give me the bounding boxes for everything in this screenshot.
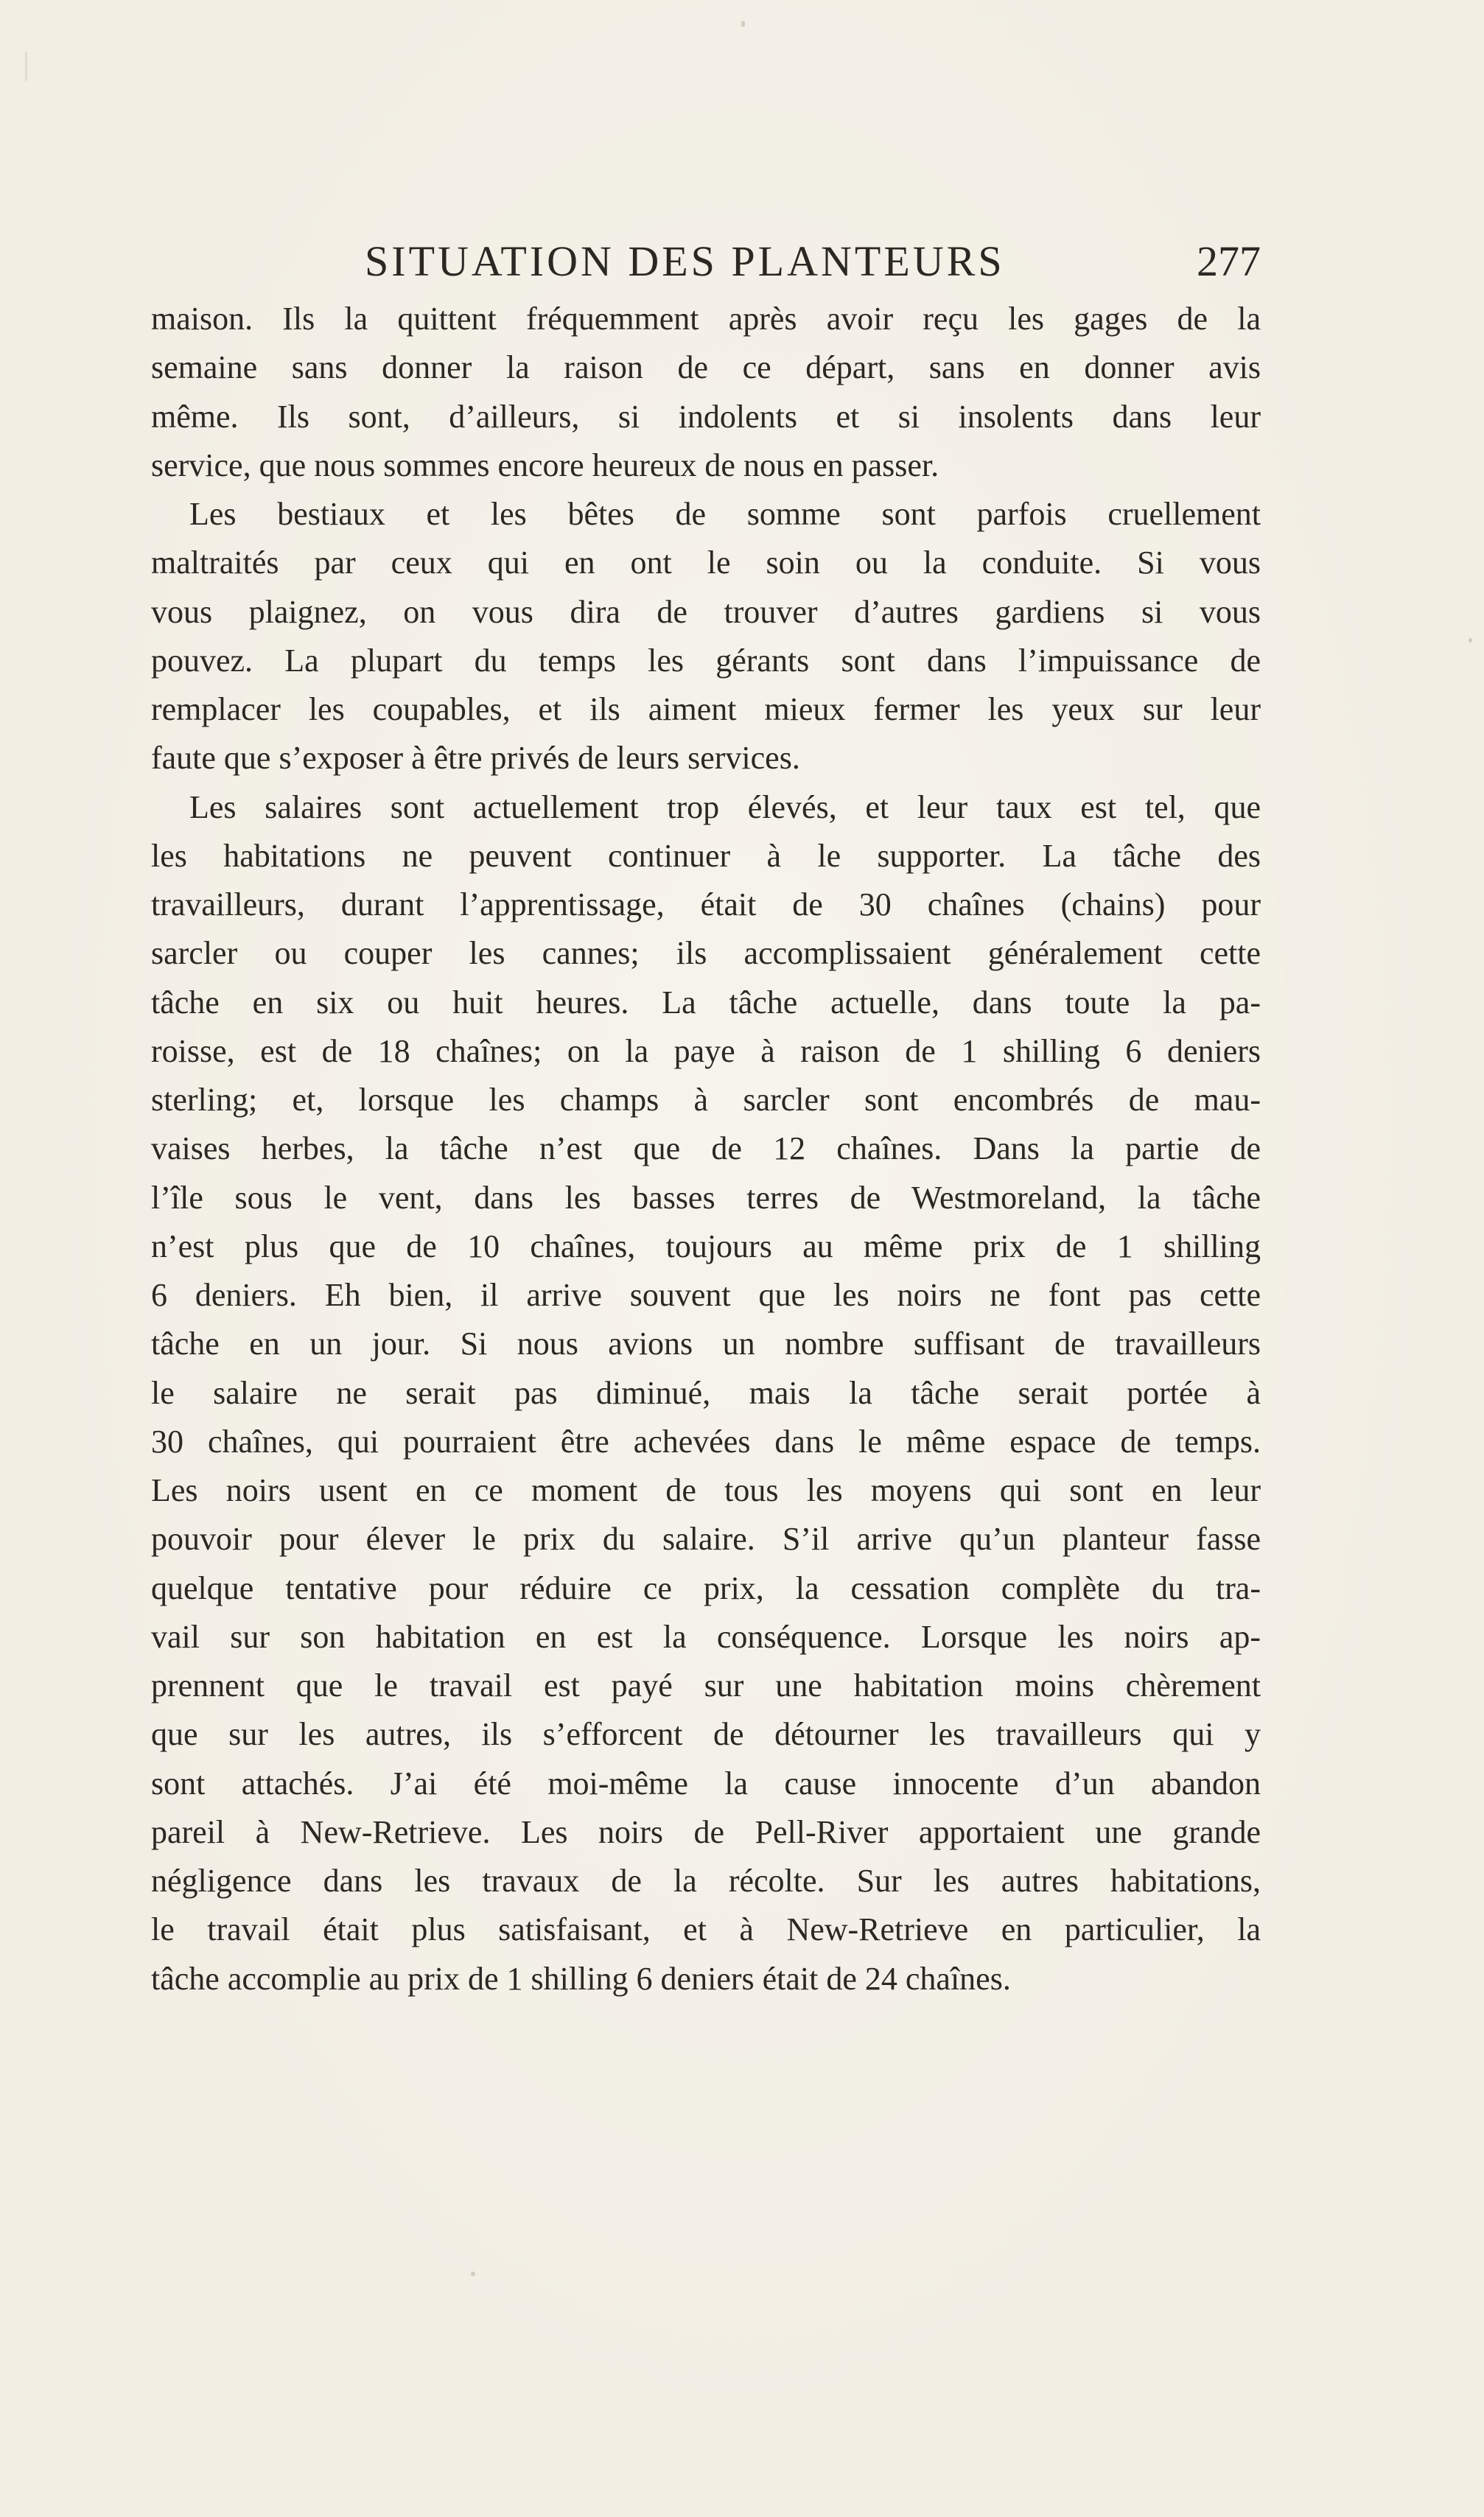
page-header: [151, 228, 1261, 295]
text-line: que sur les autres, ils s’efforcent de détourner les travailleurs qui y: [151, 1716, 1261, 1753]
text-line: roisse, est de 18 chaînes; on la paye à raison de 1 shilling 6 deniers: [151, 1032, 1261, 1069]
text-line: tâche en six ou huit heures. La tâche actuelle, dans toute la pa-: [151, 984, 1261, 1021]
text-line: même. Ils sont, d’ailleurs, si indolents et si insolents dans leur: [151, 398, 1261, 435]
text-line: 30 chaînes, qui pourraient être achevées dans le même espace de temps.: [151, 1423, 1261, 1460]
text-line: Les noirs usent en ce moment de tous les moyens qui sont en leur: [151, 1472, 1261, 1508]
text-line: maison. Ils la quittent fréquemment après avoir reçu les gages de la: [151, 301, 1261, 337]
text-line: pouvez. La plupart du temps les gérants sont dans l’impuissance de: [151, 642, 1261, 679]
text-line: l’île sous le vent, dans les basses terres de Westmoreland, la tâche: [151, 1179, 1261, 1216]
text-line: vail sur son habitation en est la conséquence. Lorsque les noirs ap-: [151, 1618, 1261, 1655]
text-line: Les bestiaux et les bêtes de somme sont parfois cruellement: [189, 496, 1261, 532]
text-line: travailleurs, durant l’apprentissage, était de 30 chaînes (chains) pour: [151, 886, 1261, 923]
paper-blemish: [741, 21, 745, 27]
text-line: le travail était plus satisfaisant, et à New-Retrieve en particulier, la: [151, 1911, 1261, 1948]
text-line: les habitations ne peuvent continuer à le supporter. La tâche des: [151, 837, 1261, 874]
text-line: sont attachés. J’ai été moi-même la cause innocente d’un abandon: [151, 1765, 1261, 1802]
text-line: n’est plus que de 10 chaînes, toujours au même prix de 1 shilling: [151, 1228, 1261, 1264]
text-line: prennent que le travail est payé sur une habitation moins chèrement: [151, 1667, 1261, 1704]
paper-blemish: [1469, 638, 1472, 643]
text-line: sterling; et, lorsque les champs à sarcler sont encombrés de mau-: [151, 1082, 1261, 1118]
text-line: sarcler ou couper les cannes; ils accomplissaient généralement cette: [151, 935, 1261, 972]
paper-blemish: [25, 52, 27, 81]
text-line: tâche accomplie au prix de 1 shilling 6 deniers était de 24 chaînes.: [151, 1960, 1011, 1997]
text-line: Les salaires sont actuellement trop élevés, et leur taux est tel, que: [189, 788, 1261, 825]
running-title: SITUATION DES PLANTEURS: [365, 237, 1005, 285]
text-line: vous plaignez, on vous dira de trouver d’autres gardiens si vous: [151, 593, 1261, 630]
text-line: quelque tentative pour réduire ce prix, la cessation complète du tra-: [151, 1569, 1261, 1606]
text-line: pouvoir pour élever le prix du salaire. S’il arrive qu’un planteur fasse: [151, 1521, 1261, 1558]
paper-blemish: [471, 2272, 475, 2276]
text-line: négligence dans les travaux de la récolte. Sur les autres habitations,: [151, 1863, 1261, 1899]
page-number: 277: [1197, 237, 1261, 285]
text-line: maltraités par ceux qui en ont le soin ou la conduite. Si vous: [151, 545, 1261, 581]
text-line: service, que nous sommes encore heureux de nous en passer.: [151, 447, 939, 483]
text-line: 6 deniers. Eh bien, il arrive souvent que les noirs ne font pas cette: [151, 1277, 1261, 1313]
body-text: [151, 295, 1261, 2003]
text-line: pareil à New-Retrieve. Les noirs de Pell-River apportaient une grande: [151, 1813, 1261, 1850]
text-line: faute que s’exposer à être privés de leurs services.: [151, 740, 800, 777]
text-line: le salaire ne serait pas diminué, mais la tâche serait portée à: [151, 1374, 1261, 1411]
text-line: remplacer les coupables, et ils aiment mieux fermer les yeux sur leur: [151, 691, 1261, 727]
text-line: tâche en un jour. Si nous avions un nombre suffisant de travailleurs: [151, 1326, 1261, 1362]
text-line: semaine sans donner la raison de ce départ, sans en donner avis: [151, 349, 1261, 386]
text-line: vaises herbes, la tâche n’est que de 12 chaînes. Dans la partie de: [151, 1130, 1261, 1167]
